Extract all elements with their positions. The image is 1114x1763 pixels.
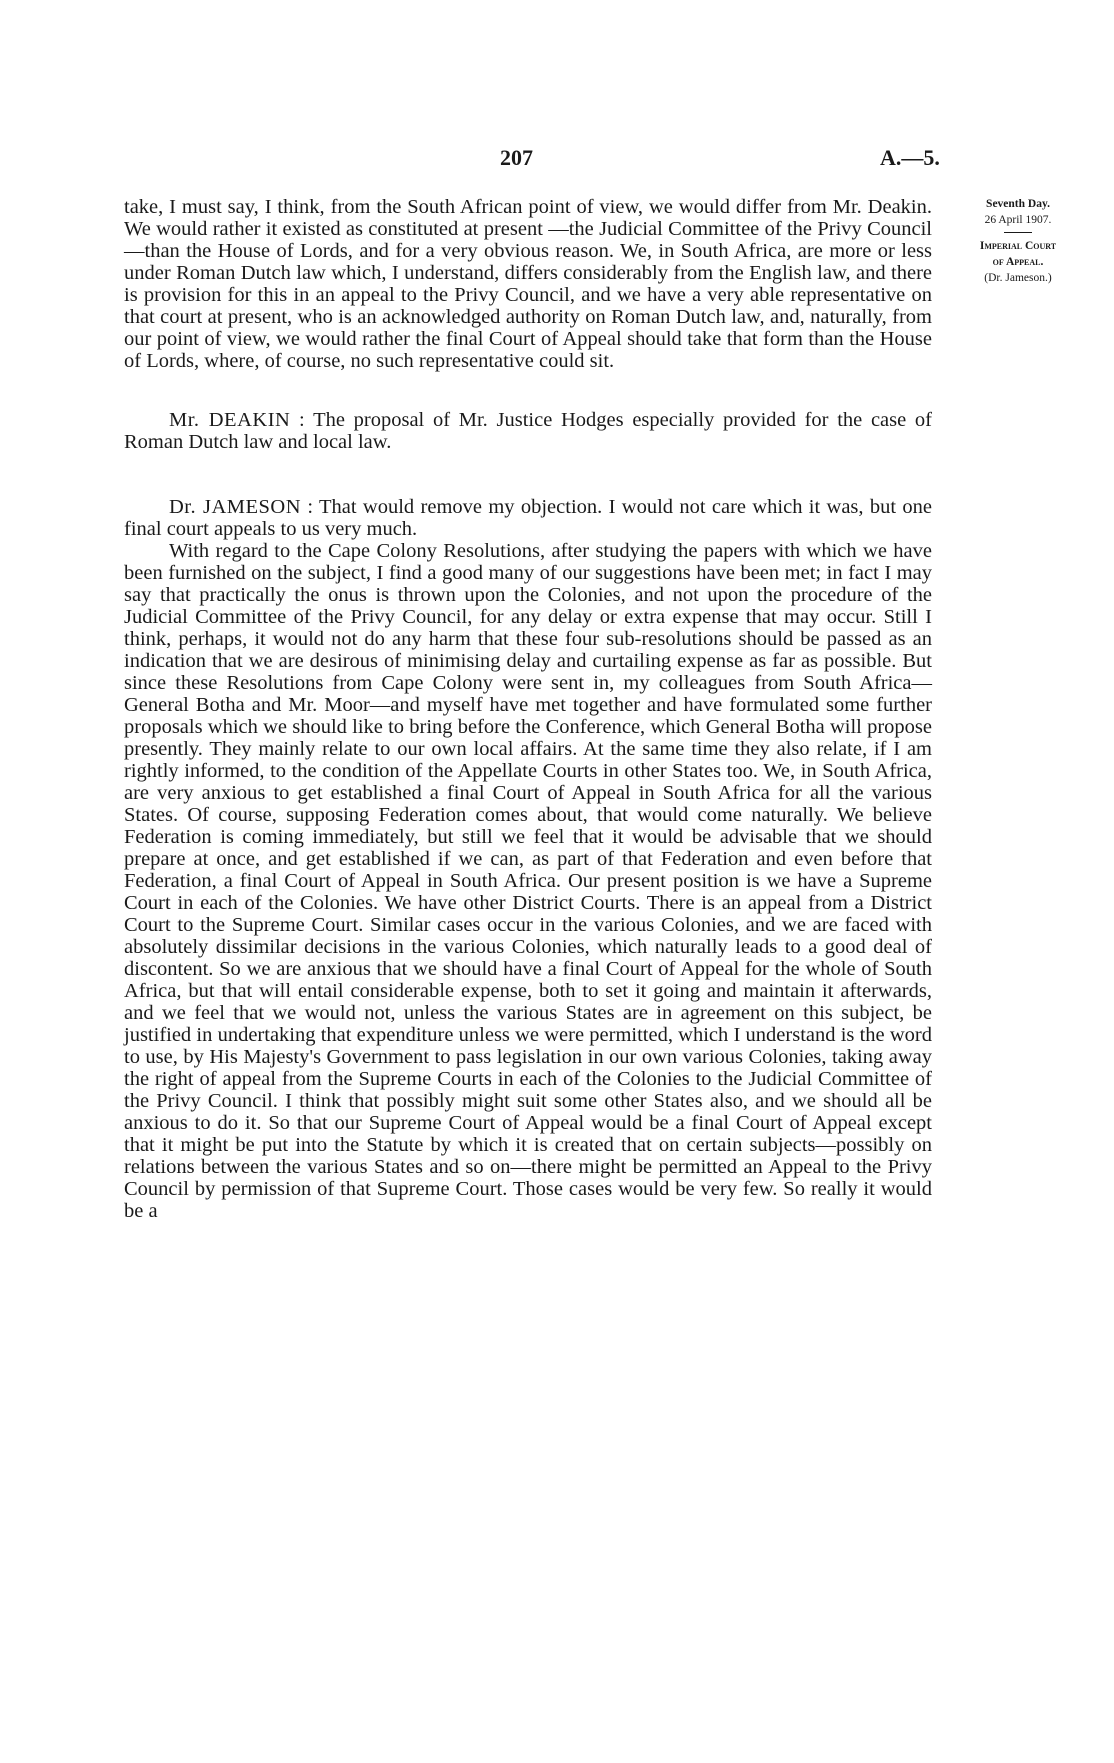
jameson-remark: : That would remove my objection. I would not care which it was, but one final court appeals to us very much. (124, 496, 933, 540)
paragraph-cape-colony: With regard to the Cape Colony Resolutions, after studying the papers with which we have been furnished on the subject, I find a good many of our suggestions have been met; in fact I may say that practically the onus is thrown upon the Colonies, and not upon the procedure of the Judicial Committee of the Privy Council, for any delay or extra expense that may occur. Still I think, perhaps, it would not do any harm that these four sub-resolutions should be passed as an indication that we are desirous of minimising delay and curtailing expense as far as possible. But since these Resolutions from Cape Colony were sent in, my colleagues from South Africa—General Botha and Mr. Moor—and myself have met together and have formulated some further proposals which we should like to bring before the Conference, which General Botha will propose presently. They mainly relate to our own local affairs. At the same time they also relate, if I am rightly informed, to the condition of the Appellate Courts in other States too. We, in South Africa, are very anxious to get established a final Court of Appeal in South Africa for all the various States. Of course, supposing Federation comes about, that would come naturally. We believe Federation is coming immediately, but still we feel that it would be advisable that we should prepare at once, and get established if we can, as part of that Federation and even before that Federation, a final Court of Appeal in South Africa. Our present position is we have a Supreme Court in each of the Colonies. We have other District Courts. There is an appeal from a District Court to the Supreme Court. Similar cases occur in the various Colonies, and we are faced with absolutely dissimilar decisions in the various Colonies, which naturally leads to a good deal of discontent. So we are anxious that we should have a final Court of Appeal for the whole of South Africa, but that will entail considerable expense, both to set it going and maintain it afterwards, and we feel that we would not, unless the various States are in agreement on this subject, be justified in undertaking that expenditure unless we were permitted, which I understand is the word to use, by His Majesty's Government to pass legislation in our own various Colonies, taking away the right of appeal from the Supreme Courts in each of the Colonies to the Judicial Committee of the Privy Council. I think that possibly might suit some other States also, and we should all be anxious to do it. So that our Supreme Court of Appeal would be a final Court of Appeal except that it might be put into the Statute by which it is created that on certain subjects—possibly on relations between the various States and so on—there might be permitted an Appeal to the Privy Council by permission of that Supreme Court. Those cases would be very few. So really it would be a (124, 540, 932, 1222)
margin-note-date: 26 April 1907. (984, 214, 1052, 226)
margin-note-day: Seventh Day. (986, 198, 1050, 210)
page-number: 207 (500, 145, 533, 170)
speaker-jameson: Dr. JAMESON (169, 496, 302, 518)
body-text (124, 196, 932, 1222)
paragraph-deakin (124, 409, 932, 453)
margin-note-section-line2: of Appeal. (992, 256, 1044, 268)
deakin-remark: : The proposal of Mr. Justice Hodges especially provided for the case of Roman Dutch law and local law. (124, 409, 933, 453)
margin-note (953, 196, 1083, 286)
margin-note-section-line1: Imperial Court (979, 240, 1057, 252)
margin-note-rule (1004, 232, 1032, 233)
speaker-deakin: Mr. DEAKIN (169, 409, 291, 431)
paragraph-jameson (124, 496, 932, 540)
paragraph-continuation: take, I must say, I think, from the South African point of view, we would differ from Mr. Deakin. We would rather it existed as constituted at present —the Judicial Committee of the Privy Council—than the House of Lords, and for a very obvious reason. We, in South Africa, are more or less under Roman Dutch law which, I understand, differs considerably from the English law, and there is provision for this in an appeal to the Privy Council, and we have a very able representative on that court at present, who is an acknowledged authority on Roman Dutch law, and, naturally, from our point of view, we would rather the final Court of Appeal should take that form than the House of Lords, where, of course, no such representative could sit. (124, 196, 932, 372)
paper-reference: A.—5. (880, 145, 940, 170)
margin-note-speaker: (Dr. Jameson.) (984, 272, 1052, 284)
